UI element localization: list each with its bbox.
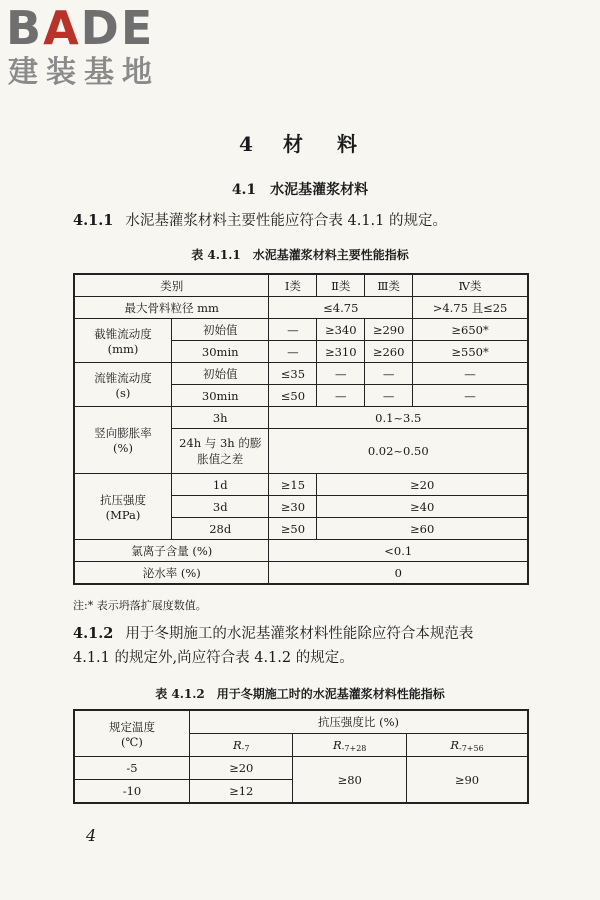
table-row: 3d ≥30 ≥40 [74, 496, 528, 518]
table-header-row: 类别 Ⅰ类 Ⅱ类 Ⅲ类 Ⅳ类 [74, 274, 528, 297]
table-row: 30min ≤50 — — — [74, 385, 528, 407]
table-row: 抗压强度 (MPa) 1d ≥15 ≥20 [74, 474, 528, 496]
table-header-row: $R_{-7}$ $R_{-7+28}$ $R_{-7+56}$ [74, 734, 528, 757]
table-row: 28d ≥50 ≥60 [74, 518, 528, 540]
clause-4-1-2: 4.1.2 用于冬期施工的水泥基灌浆材料性能除应符合本规范表 4.1.1 的规定外,尚应符合表 4.1.2 的规定。 [73, 625, 474, 666]
table-row: 24h 与 3h 的膨胀值之差 0.02~0.50 [74, 429, 528, 474]
table-row: -5 ≥20 ≥80 ≥90 [74, 757, 528, 780]
table-4-1-2 [73, 709, 529, 804]
chapter-title: 4 材 料 [239, 132, 361, 156]
table-row: 竖向膨胀率 (%) 3h 0.1~3.5 [74, 407, 528, 429]
table-row: 截锥流动度 (mm) 初始值 — ≥340 ≥290 ≥650* [74, 319, 528, 341]
section-heading: 4.1 水泥基灌浆材料 [231, 182, 369, 198]
clause-4-1-1: 4.1.1 水泥基灌浆材料主要性能应符合表 4.1.1 的规定。 [73, 212, 447, 229]
page-number: 4 [86, 826, 97, 845]
table-row: 泌水率 (%) 0 [74, 562, 528, 585]
table-4-1-2-caption: 表 4.1.2 用于冬期施工时的水泥基灌浆材料性能指标 [155, 687, 445, 701]
table-4-1-1-caption: 表 4.1.1 水泥基灌浆材料主要性能指标 [191, 248, 409, 262]
table-row: 氯离子含量 (%) <0.1 [74, 540, 528, 562]
brand-logo [6, 1, 160, 90]
logo-wordmark: BADE [6, 1, 155, 55]
logo-chinese-name: 建装基地 [8, 55, 160, 90]
table-row: 流锥流动度 (s) 初始值 ≤35 — — — [74, 363, 528, 385]
table-row: 30min — ≥310 ≥260 ≥550* [74, 341, 528, 363]
table-row: -10 ≥12 [74, 780, 528, 804]
table-note: 注:* 表示坍落扩展度数值。 [73, 599, 207, 612]
table-4-1-1 [73, 273, 529, 585]
table-row: 最大骨料粒径 mm ≤4.75 >4.75 且≤25 [74, 297, 528, 319]
table-header-row: 规定温度 (℃) 抗压强度比 (%) [74, 710, 528, 734]
